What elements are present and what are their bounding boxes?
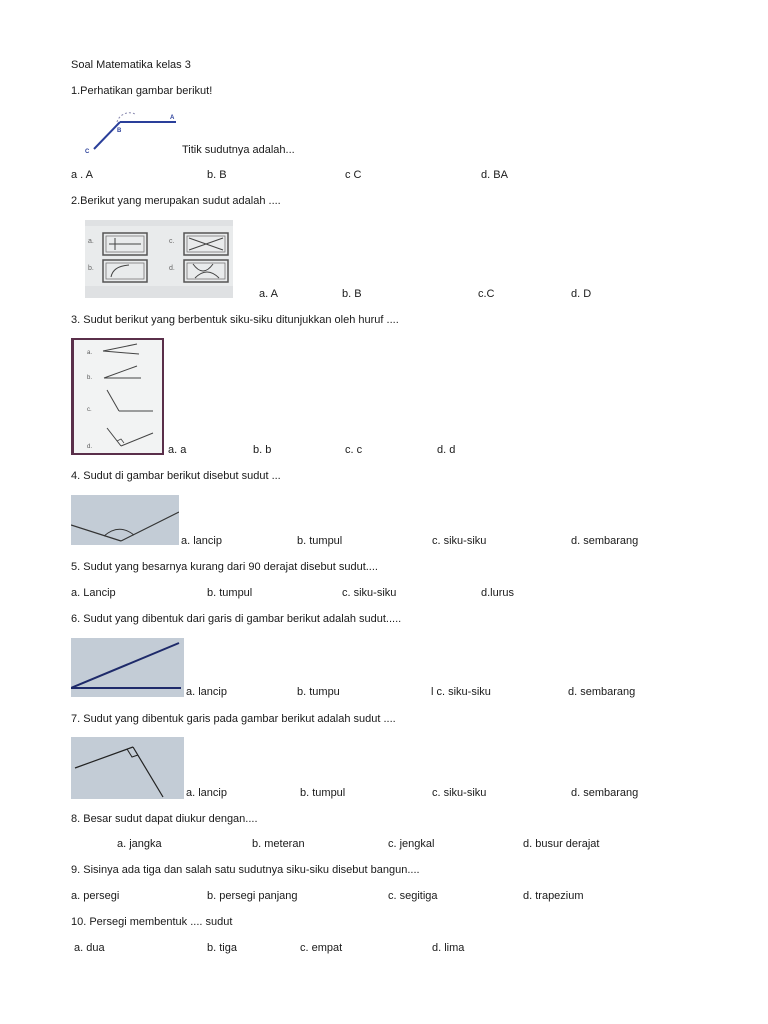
question-6-text: 6. Sudut yang dibentuk dari garis di gambar berikut adalah sudut.....: [71, 613, 402, 625]
q8-option-a: a. jangka: [117, 838, 162, 850]
q3-option-b: b. b: [253, 444, 272, 456]
question-10-text: 10. Persegi membentuk .... sudut: [71, 916, 233, 928]
q2-option-a: a. A: [259, 288, 278, 300]
figure-label-b: b.: [88, 265, 94, 272]
q4-option-d: d. sembarang: [571, 535, 639, 547]
q2-option-b: b. B: [342, 288, 362, 300]
question-1-prompt: Titik sudutnya adalah...: [182, 144, 295, 156]
figure-label-c: c.: [87, 407, 92, 413]
q7-option-c: c. siku-siku: [432, 787, 487, 799]
q9-option-a: a. persegi: [71, 890, 120, 902]
document-title: Soal Matematika kelas 3: [71, 59, 191, 71]
q5-option-a: a. Lancip: [71, 587, 116, 599]
question-7-text: 7. Sudut yang dibentuk garis pada gambar berikut adalah sudut ....: [71, 713, 396, 725]
question-5-text: 5. Sudut yang besarnya kurang dari 90 derajat disebut sudut....: [71, 561, 378, 573]
q8-option-b: b. meteran: [252, 838, 305, 850]
question-2-figure: [85, 220, 233, 298]
q7-option-a: a. lancip: [186, 787, 227, 799]
q4-option-c: c. siku-siku: [432, 535, 487, 547]
q6-option-c: l c. siku-siku: [431, 686, 491, 698]
q6-option-b: b. tumpu: [297, 686, 340, 698]
q1-option-b: b. B: [207, 169, 227, 181]
question-1-figure: [80, 108, 180, 156]
question-6-figure: [71, 638, 184, 697]
q5-option-d: d.lurus: [481, 587, 515, 599]
q10-option-d: d. lima: [432, 942, 465, 954]
question-3-text: 3. Sudut berikut yang berbentuk siku-siku ditunjukkan oleh huruf ....: [71, 314, 399, 326]
q1-option-d: d. BA: [481, 169, 508, 181]
question-4-text: 4. Sudut di gambar berikut disebut sudut ...: [71, 470, 281, 482]
q6-option-d: d. sembarang: [568, 686, 636, 698]
q4-option-b: b. tumpul: [297, 535, 343, 547]
q1-option-c: c C: [345, 169, 362, 181]
q2-option-d: d. D: [571, 288, 592, 300]
figure-label-d: d.: [87, 444, 93, 450]
q8-option-d: d. busur derajat: [523, 838, 600, 850]
figure-label-a: a.: [87, 350, 93, 356]
q10-option-b: b. tiga: [207, 942, 237, 954]
figure-label-a: A: [170, 115, 175, 121]
q4-option-a: a. lancip: [181, 535, 222, 547]
q3-option-a: a. a: [168, 444, 187, 456]
q2-option-c: c.C: [478, 288, 495, 300]
question-3-figure: [71, 338, 164, 455]
q7-option-b: b. tumpul: [300, 787, 346, 799]
q7-option-d: d. sembarang: [571, 787, 639, 799]
question-7-figure: [71, 737, 184, 799]
q9-option-c: c. segitiga: [388, 890, 438, 902]
figure-label-b: b.: [87, 375, 93, 381]
q8-option-c: c. jengkal: [388, 838, 435, 850]
figure-label-a: a.: [88, 238, 94, 245]
q3-option-d: d. d: [437, 444, 456, 456]
figure-label-d: d.: [169, 265, 175, 272]
q3-option-c: c. c: [345, 444, 363, 456]
q5-option-b: b. tumpul: [207, 587, 253, 599]
question-2-text: 2.Berikut yang merupakan sudut adalah ....: [71, 195, 281, 207]
q9-option-b: b. persegi panjang: [207, 890, 298, 902]
question-1-text: 1.Perhatikan gambar berikut!: [71, 85, 213, 97]
question-8-text: 8. Besar sudut dapat diukur dengan....: [71, 813, 258, 825]
q1-option-a: a . A: [71, 169, 94, 181]
q9-option-d: d. trapezium: [523, 890, 584, 902]
question-4-figure: [71, 495, 179, 545]
figure-label-c: C: [85, 149, 90, 155]
figure-label-b: B: [117, 128, 122, 134]
q6-option-a: a. lancip: [186, 686, 227, 698]
q5-option-c: c. siku-siku: [342, 587, 397, 599]
q10-option-a: a. dua: [74, 942, 105, 954]
question-9-text: 9. Sisinya ada tiga dan salah satu sudutnya siku-siku disebut bangun....: [71, 864, 420, 876]
q10-option-c: c. empat: [300, 942, 343, 954]
figure-label-c: c.: [169, 238, 175, 245]
